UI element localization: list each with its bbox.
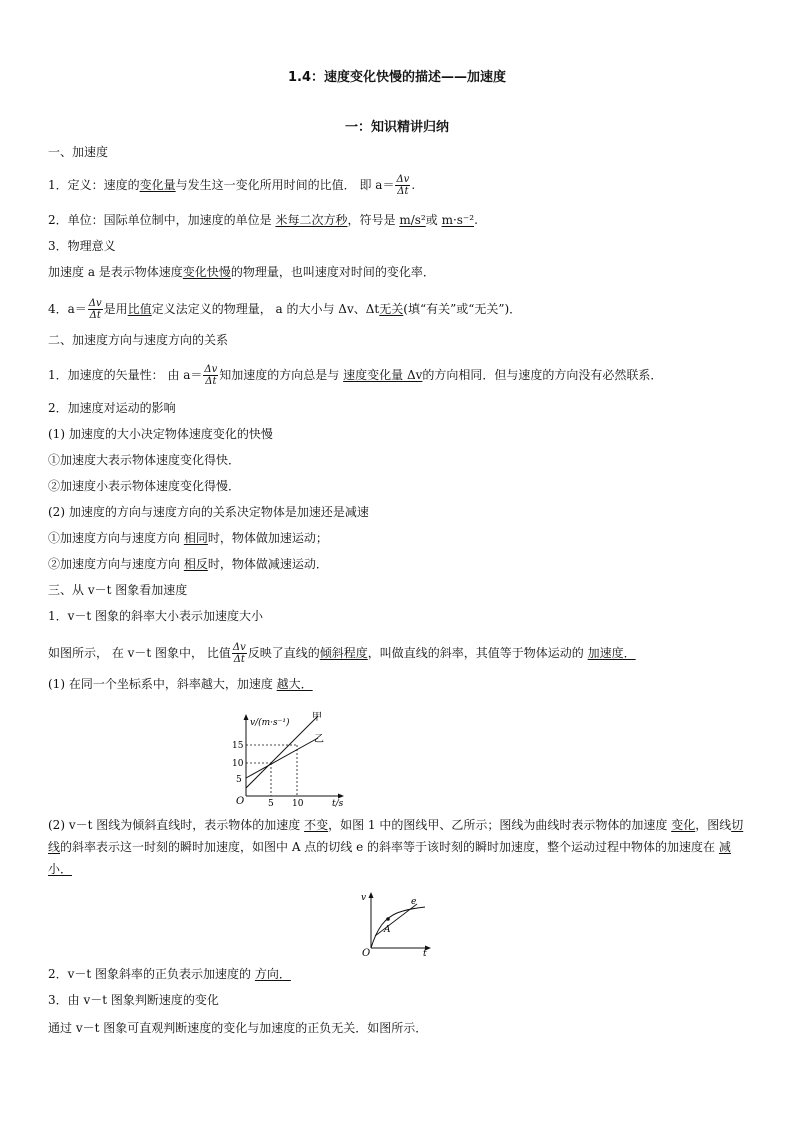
page-title: 1.4：速度变化快慢的描述——加速度 (287, 70, 507, 85)
line-yi-label: 乙 (314, 734, 324, 745)
y-tick-10: 10 (232, 759, 244, 769)
effect-item-2b: ②加速度方向与速度方向 相反时，物体做减速运动． (48, 557, 328, 571)
sign-direction-line: 2．v－t 图象斜率的正负表示加速度的 方向． (48, 967, 291, 981)
y-tick-5: 5 (236, 775, 242, 785)
line-jia-label: 甲 (312, 712, 322, 723)
ratio-definition-line: 4．a＝ $\frac{\Delta v}{\Delta t}$ 是用比值定义法定义的物理量， a 的大小与 Δv、Δt无关(填“有关”或“无关”)． (48, 298, 522, 321)
x-axis-label: t (423, 949, 427, 958)
slope-heading: 1．v－t 图象的斜率大小表示加速度大小 (48, 609, 264, 623)
y-tick-15: 15 (232, 741, 244, 751)
definition-line: 1．定义：速度的变化量与发生这一变化所用时间的比值． 即 a＝ $\frac{\Delta v}{\Delta t}$ . (48, 174, 416, 197)
point-a-label: A (384, 925, 391, 935)
heading-acceleration: 一、加速度 (48, 145, 109, 159)
slope-body: 如图所示， 在 v－t 图象中， 比值 $\frac{\Delta v}{\Delta t}$ 反映了直线的倾斜程度，叫做直线的斜率，其值等于物体运动的 加速度． (48, 642, 636, 665)
speed-change-body: 通过 v－t 图象可直观判断速度的变化与加速度的正负无关．如图所示． (48, 1021, 428, 1035)
vt-graph-tangent (355, 888, 435, 958)
fraction-dv-dt: $\frac{\Delta v}{\Delta t}$ (232, 642, 246, 665)
effect-heading: 2．加速度对运动的影响 (48, 401, 176, 415)
fraction-dv-dt: $\frac{\Delta v}{\Delta t}$ (88, 298, 102, 321)
effect-item-2: (2) 加速度的方向与速度方向的关系决定物体是加速还是减速 (48, 505, 369, 519)
vt-graph-jia-yi (228, 708, 358, 808)
slope-item-2: (2) v－t 图线为倾斜直线时，表示物体的加速度 不变，如图 1 中的图线甲、乙所示；图线为曲线时表示物体的加速度 变化，图线切线的斜率表示这一时刻的瞬时加速度，如图中 A 点的切线 e 的斜率等于该时刻的瞬时加速度，整个运动过程中物体的加速度在 减小． (48, 818, 744, 876)
meaning-body: 加速度 a 是表示物体速度变化快慢的物理量，也叫速度对时间的变化率． (48, 265, 435, 279)
section-subtitle: 一：知识精讲归纳 (344, 120, 449, 135)
line-yi (246, 738, 318, 778)
fraction-dv-dt: $\frac{\Delta v}{\Delta t}$ (396, 174, 410, 197)
y-axis-label: v/(m·s⁻¹) (250, 718, 290, 728)
meaning-heading: 3．物理意义 (48, 239, 116, 253)
x-tick-5: 5 (268, 799, 274, 808)
origin-label: O (236, 796, 245, 807)
y-axis-label: v (361, 893, 367, 903)
point-a-marker (386, 917, 390, 921)
vt-curve (371, 907, 425, 948)
fraction-dv-dt: $\frac{\Delta v}{\Delta t}$ (204, 364, 218, 387)
origin-label: O (362, 948, 371, 958)
x-tick-10: 10 (292, 799, 304, 808)
speed-change-heading: 3．由 v－t 图象判断速度的变化 (48, 993, 219, 1007)
slope-item-1: (1) 在同一个坐标系中，斜率越大，加速度 越大． (48, 677, 313, 691)
vector-line: 1．加速度的矢量性： 由 a＝ $\frac{\Delta v}{\Delta t}$ 知加速度的方向总是与 速度变化量 Δv的方向相同．但与速度的方向没有必然联系． (48, 364, 663, 387)
heading-direction: 二、加速度方向与速度方向的关系 (48, 333, 229, 347)
effect-item-2a: ①加速度方向与速度方向 相同时，物体做加速运动； (48, 531, 328, 545)
effect-item-1a: ①加速度大表示物体速度变化得快． (48, 453, 241, 467)
effect-item-1b: ②加速度小表示物体速度变化得慢． (48, 479, 241, 493)
effect-item-1: (1) 加速度的大小决定物体速度变化的快慢 (48, 427, 273, 441)
tangent-line (375, 904, 417, 936)
unit-line: 2．单位：国际单位制中，加速度的单位是 米每二次方秒，符号是 m/s²或 m·s⁻². (48, 213, 478, 227)
heading-vt-graph: 三、从 v－t 图象看加速度 (48, 583, 188, 597)
x-axis-label: t/s (332, 799, 344, 808)
tangent-label: e (411, 897, 417, 907)
